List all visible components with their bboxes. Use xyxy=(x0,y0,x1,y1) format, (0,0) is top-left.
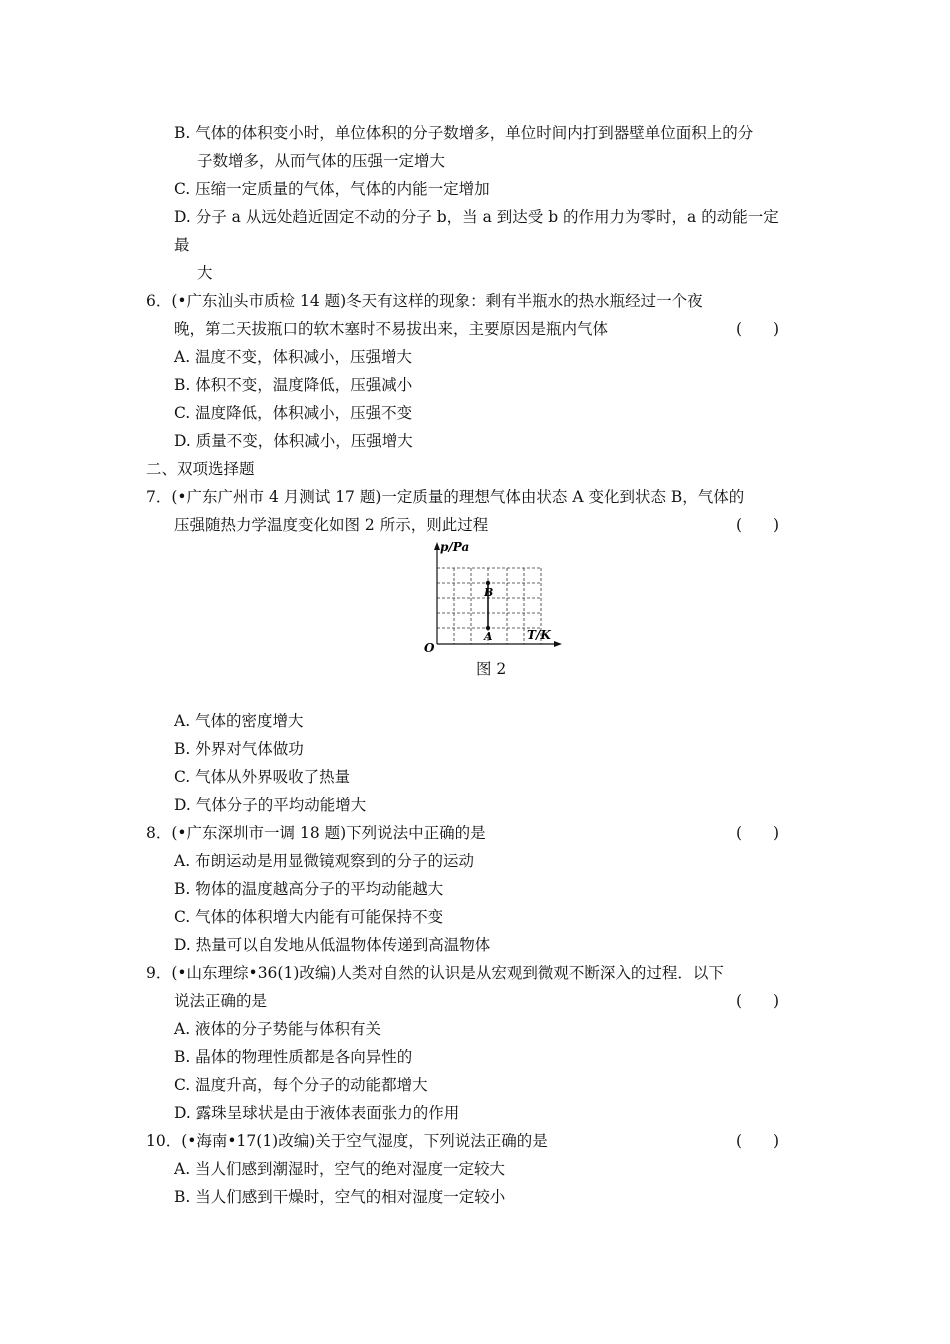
q9-option-a: A. 液体的分子势能与体积有关 xyxy=(174,1020,382,1038)
q5-option-d-line2: 最 xyxy=(174,236,190,254)
q6-stem-line2: 晚，第二天拔瓶口的软木塞时不易拔出来，主要原因是瓶内气体 xyxy=(174,320,609,338)
q7-option-b: B. 外界对气体做功 xyxy=(174,740,304,758)
q8-option-d: D. 热量可以自发地从低温物体传递到高温物体 xyxy=(174,936,491,954)
q7-option-a: A. 气体的密度增大 xyxy=(174,712,304,730)
q7-answer-bracket: ( ) xyxy=(736,516,780,534)
q6-stem-line1: 6．(•广东汕头市质检 14 题)冬天有这样的现象：剩有半瓶水的热水瓶经过一个夜 xyxy=(146,292,703,310)
q7-figure-p-t-graph xyxy=(420,538,570,658)
q5-option-b-line2: 子数增多，从而气体的压强一定增大 xyxy=(197,152,446,170)
q10-option-a: A. 当人们感到潮湿时，空气的绝对湿度一定较大 xyxy=(174,1160,506,1178)
q9-answer-bracket: ( ) xyxy=(736,992,780,1010)
q10-stem: 10．(•海南•17(1)改编)关于空气湿度，下列说法正确的是 xyxy=(146,1132,548,1150)
q7-stem-line2: 压强随热力学温度变化如图 2 所示，则此过程 xyxy=(174,516,489,534)
point-a-label: A xyxy=(484,630,493,643)
q9-option-b: B. 晶体的物理性质都是各向异性的 xyxy=(174,1048,413,1066)
section-title-double-choice: 二、双项选择题 xyxy=(146,460,255,478)
point-b-label: B xyxy=(484,586,494,599)
q5-option-d-line3: 大 xyxy=(197,264,213,282)
q7-option-d: D. 气体分子的平均动能增大 xyxy=(174,796,367,814)
point-b-marker xyxy=(486,581,490,585)
q6-option-b: B. 体积不变，温度降低，压强减小 xyxy=(174,376,413,394)
q6-option-d: D. 质量不变，体积减小，压强增大 xyxy=(174,432,413,450)
q7-figure-caption: 图 2 xyxy=(476,660,507,678)
q9-stem-line2: 说法正确的是 xyxy=(174,992,268,1010)
origin-label: O xyxy=(424,641,435,655)
q8-answer-bracket: ( ) xyxy=(736,824,780,842)
q8-stem: 8．(•广东深圳市一调 18 题)下列说法中正确的是 xyxy=(146,824,486,842)
q9-stem-line1: 9．(•山东理综•36(1)改编)人类对自然的认识是从宏观到微观不断深入的过程．以下 xyxy=(146,964,724,982)
x-axis-arrow-icon xyxy=(554,641,562,647)
q9-option-c: C. 温度升高，每个分子的动能都增大 xyxy=(174,1076,428,1094)
q6-option-c: C. 温度降低，体积减小，压强不变 xyxy=(174,404,413,422)
y-axis-label: p/Pa xyxy=(440,540,470,554)
q5-option-b-line1: B. 气体的体积变小时，单位体积的分子数增多，单位时间内打到器壁单位面积上的分 xyxy=(174,124,754,142)
q6-option-a: A. 温度不变，体积减小，压强增大 xyxy=(174,348,413,366)
q8-option-b: B. 物体的温度越高分子的平均动能越大 xyxy=(174,880,444,898)
q5-option-c: C. 压缩一定质量的气体，气体的内能一定增加 xyxy=(174,180,490,198)
q10-option-b: B. 当人们感到干燥时，空气的相对湿度一定较小 xyxy=(174,1188,506,1206)
q5-option-d-line1: D. 分子 a 从远处趋近固定不动的分子 b，当 a 到达受 b 的作用力为零时，a 的动能一定 xyxy=(174,208,779,226)
q8-option-a: A. 布朗运动是用显微镜观察到的分子的运动 xyxy=(174,852,475,870)
q7-stem-line1: 7．(•广东广州市 4 月测试 17 题)一定质量的理想气体由状态 A 变化到状态 B，气体的 xyxy=(146,488,745,506)
q6-answer-bracket: ( ) xyxy=(736,320,780,338)
q9-option-d: D. 露珠呈球状是由于液体表面张力的作用 xyxy=(174,1104,460,1122)
q10-answer-bracket: ( ) xyxy=(736,1132,780,1150)
q8-option-c: C. 气体的体积增大内能有可能保持不变 xyxy=(174,908,444,926)
x-axis-label: T/K xyxy=(527,628,551,642)
q7-option-c: C. 气体从外界吸收了热量 xyxy=(174,768,351,786)
